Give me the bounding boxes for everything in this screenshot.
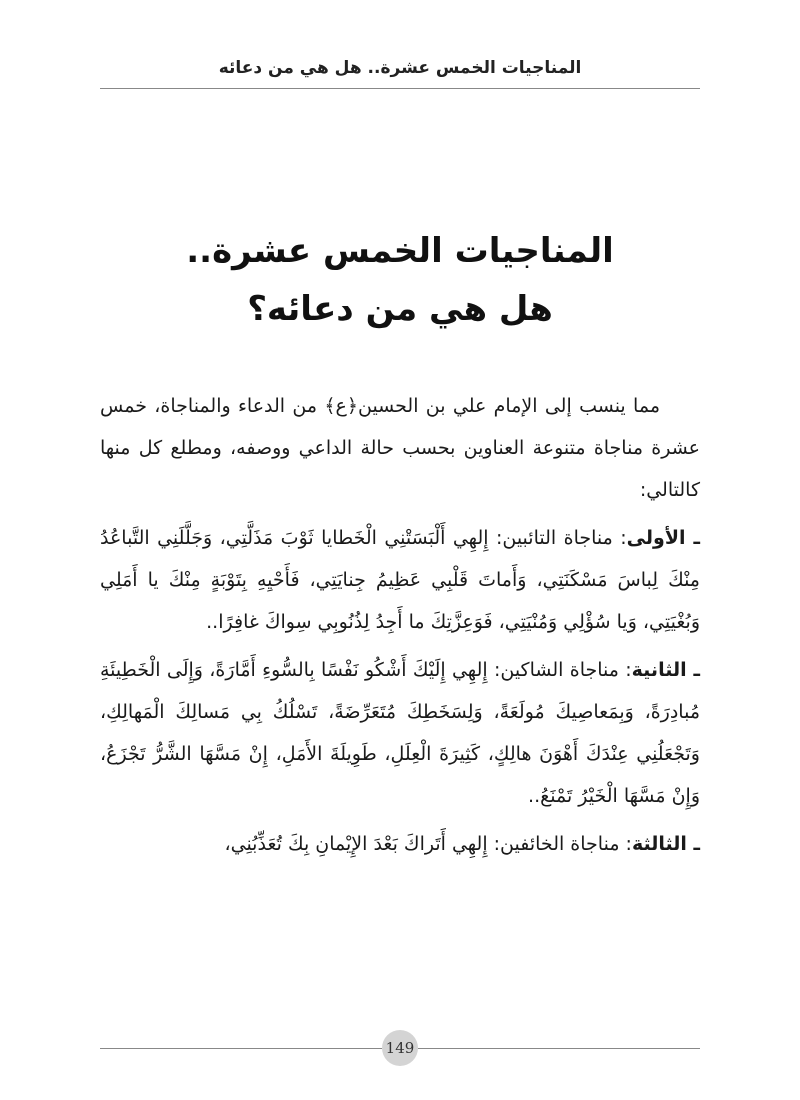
chapter-title-line-1: المناجيات الخمس عشرة.. xyxy=(186,231,614,271)
header-divider xyxy=(100,88,700,89)
item-label-3: ـ الثالثة xyxy=(631,833,700,855)
item-text-1: : مناجاة التائبين: إِلهِي أَلْبَسَتْنِي الْخَطايا ثَوْبَ مَذَلَّتِي، وَجَلَّلَنِي التَّباعُدُ مِنْكَ لِباسَ مَسْكَنَتِي، وَأَماتَ قَلْبِي عَظِيمُ جِنايَتِي، فَأَحْيِهِ بِتَوْبَةٍ مِنْكَ يا أَمَلِي وَبُغْيَتِي، وَيا سُؤْلِي وَمُنْيَتِي، فَوَعِزَّتِكَ ما أَجِدُ لِذُنُوبِي سِواكَ غافِرًا.. xyxy=(100,527,700,633)
running-header: المناجيات الخمس عشرة.. هل هي من دعائه xyxy=(218,58,582,78)
page-number: 149 xyxy=(382,1030,418,1066)
footer-divider-left xyxy=(100,1048,382,1049)
chapter-title-line-2: هل هي من دعائه؟ xyxy=(247,289,553,329)
item-paragraph-3 xyxy=(100,823,700,865)
footer-divider-right xyxy=(418,1048,700,1049)
item-text-3: : مناجاة الخائفين: إِلهِي أَتَراكَ بَعْدَ الإِيْمانِ بِكَ تُعَذِّبُنِي، xyxy=(224,833,632,855)
item-text-2: : مناجاة الشاكين: إِلهِي إِلَيْكَ أَشْكُو نَفْسًا بِالسُّوءِ أَمَّارَةً، وَإِلَى الْخَطِيئَةِ مُبادِرَةً، وَبِمَعاصِيكَ مُولَعَةً، وَلِسَخَطِكَ مُتَعَرِّضَةً، تَسْلُكُ بِي مَسالِكَ الْمَهالِكِ، وَتَجْعَلُنِي عِنْدَكَ أَهْوَنَ هالِكٍ، كَثِيرَةَ الْعِلَلِ، طَوِيلَةَ الأَمَلِ، إِنْ مَسَّهَا الشَّرُّ تَجْزَعُ، وَإِنْ مَسَّهَا الْخَيْرُ تَمْنَعُ.. xyxy=(100,659,700,807)
intro-paragraph: مما ينسب إلى الإمام علي بن الحسين﴿ع﴾ من الدعاء والمناجاة، خمس عشرة مناجاة متنوعة العناوين بحسب حالة الداعي ووصفه، ومطلع كل منها كالتالي: xyxy=(100,395,700,501)
item-label-1: ـ الأولى xyxy=(626,527,700,549)
item-label-2: ـ الثانية xyxy=(631,659,701,681)
item-paragraph-2 xyxy=(100,649,700,817)
chapter-title xyxy=(100,222,700,338)
body-text xyxy=(100,385,700,871)
item-paragraph-1 xyxy=(100,517,700,643)
